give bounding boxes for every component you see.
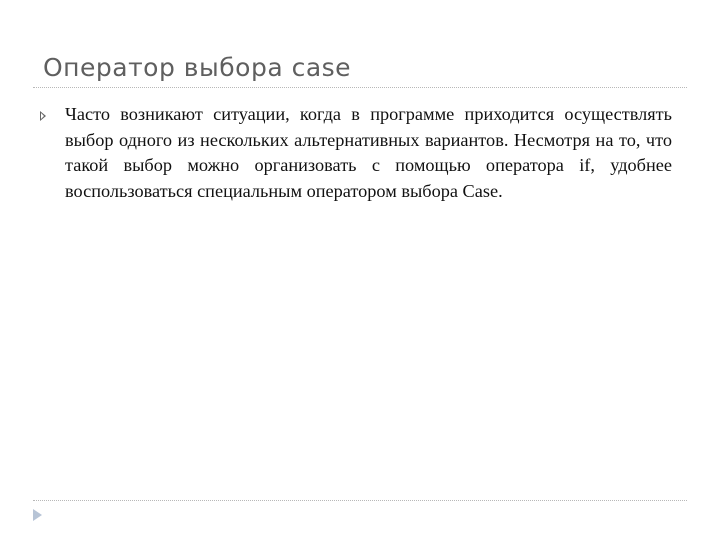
bullet-item	[40, 102, 672, 204]
triangle-bullet-icon	[40, 111, 46, 121]
footer-divider	[33, 500, 687, 501]
slide-title: Оператор выбора case	[43, 53, 352, 82]
title-divider	[33, 87, 687, 88]
next-slide-icon[interactable]	[33, 509, 42, 521]
bullet-text: Часто возникают ситуации, когда в программе приходится осуществлять выбор одного из нескольких альтернативных вариантов. Несмотря на то, что такой выбор можно организовать с помощью оператора if, удобнее воспользоваться специальным оператором выбора Case.	[65, 104, 672, 201]
